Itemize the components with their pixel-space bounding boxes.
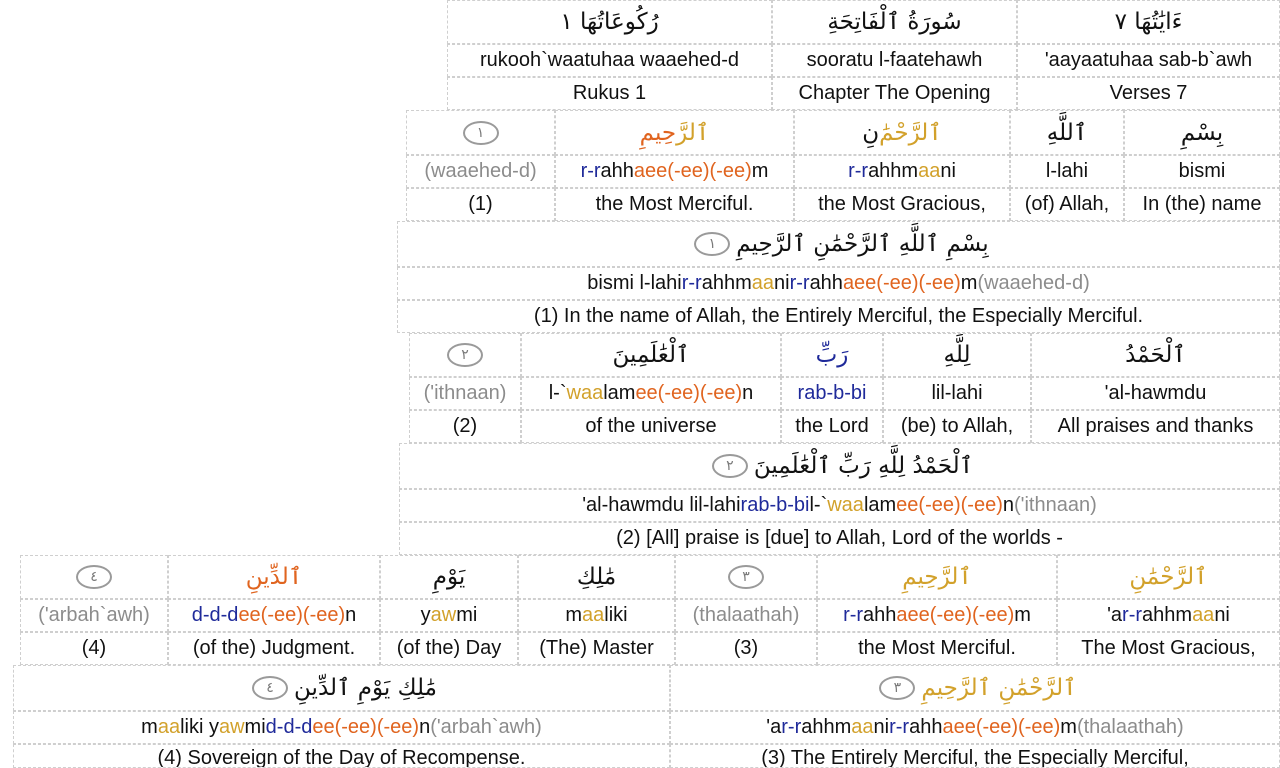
verse-number-icon: ٣ (728, 565, 764, 589)
v1-full-arabic: بِسْمِ ٱللَّهِ ٱلرَّحْمَٰنِ ٱلرَّحِيمِ ١ (397, 221, 1280, 267)
v1-word-3-translit: r-r ahhm aa ni (794, 155, 1010, 188)
v4-number-english: (4) (20, 632, 168, 665)
v1-full-translit: bismi l-lahi r-r ahhm aa ni r-r ahh aee(-ee)(-ee) m (waaehed-d) (397, 267, 1280, 300)
v1-number-translit: (waaehed-d) (406, 155, 555, 188)
v3-number-marker (675, 555, 817, 599)
v4-word-3-english: (of the) Judgment. (168, 632, 380, 665)
v2-word-3-arabic: رَبِّ (781, 333, 883, 377)
rukus-english: Rukus 1 (447, 77, 772, 110)
ayat-english: Verses 7 (1017, 77, 1280, 110)
v1-word-3-arabic: ٱلرَّحْمَٰ نِ (794, 110, 1010, 155)
v3-word-2-arabic: ٱلرَّحِيمِ (817, 555, 1057, 599)
v2-word-3-translit: rab-b-bi (781, 377, 883, 410)
v1-word-4-arabic: ٱلرَّ حِيمِ (555, 110, 794, 155)
v3-number-english: (3) (675, 632, 817, 665)
v1-word-2-english: (of) Allah, (1010, 188, 1124, 221)
v2-word-3-english: the Lord (781, 410, 883, 443)
v1-word-2-translit: l-lahi (1010, 155, 1124, 188)
v4-word-1-english: (The) Master (518, 632, 675, 665)
verse-number-icon: ٤ (252, 676, 288, 700)
v2-full-english: (2) [All] praise is [due] to Allah, Lord of the worlds - (399, 522, 1280, 555)
v4-full-translit: m aa liki y aw mi d-d-d ee(-ee)(-ee) n ('arbah`awh) (13, 711, 670, 744)
ayat-arabic: ءَايَٰتُهَا ٧ (1017, 0, 1280, 44)
surah-translit: sooratu l-faatehawh (772, 44, 1017, 77)
v2-number-translit: ('ithnaan) (409, 377, 521, 410)
v4-word-2-translit: y aw mi (380, 599, 518, 632)
v3-word-1-english: The Most Gracious, (1057, 632, 1280, 665)
v4-full-english: (4) Sovereign of the Day of Recompense. (13, 744, 670, 768)
v4-word-2-english: (of the) Day (380, 632, 518, 665)
v2-word-4-translit: l-` waa lam ee(-ee)(-ee) n (521, 377, 781, 410)
surah-english: Chapter The Opening (772, 77, 1017, 110)
v1-word-4-english: the Most Merciful. (555, 188, 794, 221)
rukus-translit: rukooh`waatuhaa waaehed-d (447, 44, 772, 77)
v2-word-1-english: All praises and thanks (1031, 410, 1280, 443)
verse-number-icon: ١ (694, 232, 730, 256)
verse-number-icon: ١ (463, 121, 499, 145)
v4-word-3-arabic: ٱلدِّينِ (168, 555, 380, 599)
v4-word-1-translit: m aa liki (518, 599, 675, 632)
v3-full-translit: 'a r-r ahhm aa ni r-r ahh aee(-ee)(-ee) m (thalaathah) (670, 711, 1280, 744)
rukus-arabic: رُكُوعَاتُهَا ١ (447, 0, 772, 44)
v2-word-4-arabic: ٱلْعَٰلَمِينَ (521, 333, 781, 377)
v1-word-1-english: In (the) name (1124, 188, 1280, 221)
v2-word-2-english: (be) to Allah, (883, 410, 1031, 443)
v3-word-1-translit: 'a r-r ahhm aa ni (1057, 599, 1280, 632)
v3-full-arabic: ٱلرَّحْمَٰنِ ٱلرَّحِيمِ ٣ (670, 665, 1280, 711)
v2-number-marker (409, 333, 521, 377)
v2-word-2-arabic: لِلَّهِ (883, 333, 1031, 377)
v4-number-marker (20, 555, 168, 599)
v1-word-2-arabic: ٱللَّهِ (1010, 110, 1124, 155)
v4-word-1-arabic: مَٰلِكِ (518, 555, 675, 599)
v4-word-2-arabic: يَوْمِ (380, 555, 518, 599)
v4-number-translit: ('arbah`awh) (20, 599, 168, 632)
v2-full-translit: 'al-hawmdu lil-lahi rab-b-bi l-` waa lam ee(-ee)(-ee) n ('ithnaan) (399, 489, 1280, 522)
v1-full-english: (1) In the name of Allah, the Entirely Merciful, the Especially Merciful. (397, 300, 1280, 333)
v1-word-1-arabic: بِسْمِ (1124, 110, 1280, 155)
verse-number-icon: ٢ (712, 454, 748, 478)
v1-word-1-translit: bismi (1124, 155, 1280, 188)
v3-full-english: (3) The Entirely Merciful, the Especially Merciful, (670, 744, 1280, 768)
v3-number-translit: (thalaathah) (675, 599, 817, 632)
v1-word-3-english: the Most Gracious, (794, 188, 1010, 221)
surah-arabic: سُورَةُ ٱلْفَاتِحَةِ (772, 0, 1017, 44)
v3-word-2-translit: r-r ahh aee(-ee)(-ee) m (817, 599, 1057, 632)
v3-word-2-english: the Most Merciful. (817, 632, 1057, 665)
v2-word-2-translit: lil-lahi (883, 377, 1031, 410)
v3-word-1-arabic: ٱلرَّحْمَٰنِ (1057, 555, 1280, 599)
v2-full-arabic: ٱلْحَمْدُ لِلَّهِ رَبِّ ٱلْعَٰلَمِينَ ٢ (399, 443, 1280, 489)
v1-word-4-translit: r-r ahh aee(-ee)(-ee) m (555, 155, 794, 188)
v2-word-1-translit: 'al-hawmdu (1031, 377, 1280, 410)
verse-number-icon: ٢ (447, 343, 483, 367)
v2-word-4-english: of the universe (521, 410, 781, 443)
v1-number-marker (406, 110, 555, 155)
verse-number-icon: ٣ (879, 676, 915, 700)
v4-full-arabic: مَٰلِكِ يَوْمِ ٱلدِّينِ ٤ (13, 665, 670, 711)
v2-word-1-arabic: ٱلْحَمْدُ (1031, 333, 1280, 377)
v1-number-english: (1) (406, 188, 555, 221)
v4-word-3-translit: d-d-d ee(-ee)(-ee) n (168, 599, 380, 632)
verse-number-icon: ٤ (76, 565, 112, 589)
ayat-translit: 'aayaatuhaa sab-b`awh (1017, 44, 1280, 77)
v2-number-english: (2) (409, 410, 521, 443)
